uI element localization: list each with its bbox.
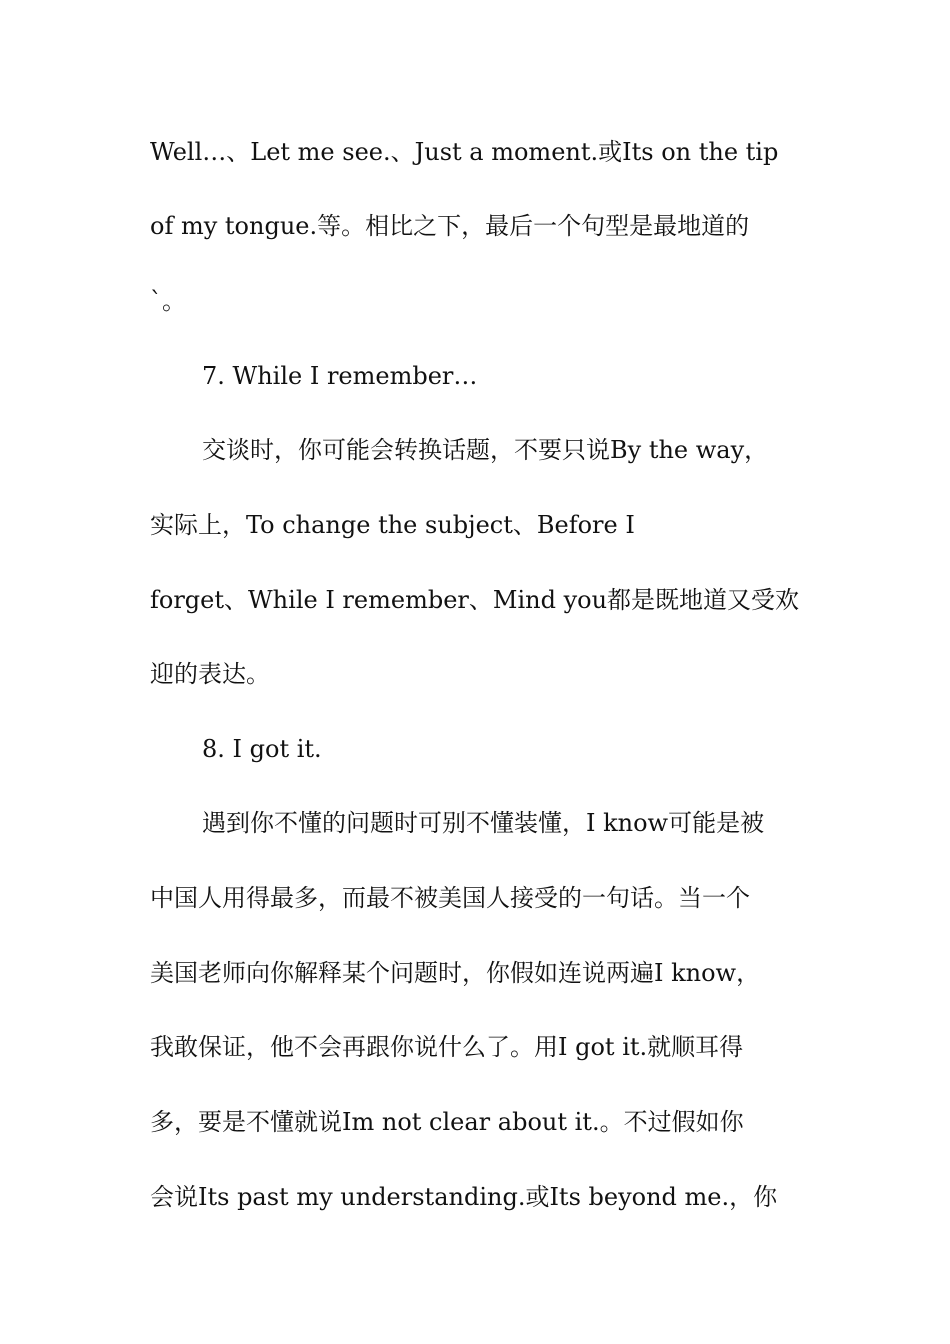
paragraph-line: 遇到你不懂的问题时可别不懂装懂，I know可能是被 <box>202 809 765 837</box>
text-line: 中国人用得最多，而最不被美国人接受的一句话。当一个 <box>150 884 750 912</box>
text-line: `。 <box>150 287 186 315</box>
section-heading-7: 7. While I remember… <box>202 362 478 390</box>
text-line: 迎的表达。 <box>150 660 270 688</box>
text-line: forget、While I remember、Mind you都是既地道又受欢 <box>150 586 800 614</box>
text-line: 多，要是不懂就说Im not clear about it.。不过假如你 <box>150 1108 744 1136</box>
text-line: 美国老师向你解释某个问题时，你假如连说两遍I know， <box>150 959 761 987</box>
paragraph-line: 交谈时，你可能会转换话题，不要只说By the way， <box>202 436 769 464</box>
text-line: of my tongue.等。相比之下，最后一个句型是最地道的 <box>150 212 750 240</box>
text-line: 会说Its past my understanding.或Its beyond me.，你 <box>150 1183 778 1211</box>
text-line: Well…、Let me see.、Just a moment.或Its on the tip <box>150 138 779 166</box>
section-heading-8: 8. I got it. <box>202 735 322 763</box>
text-line: 我敢保证，他不会再跟你说什么了。用I got it.就顺耳得 <box>150 1033 744 1061</box>
text-line: 实际上，To change the subject、Before I <box>150 511 635 539</box>
